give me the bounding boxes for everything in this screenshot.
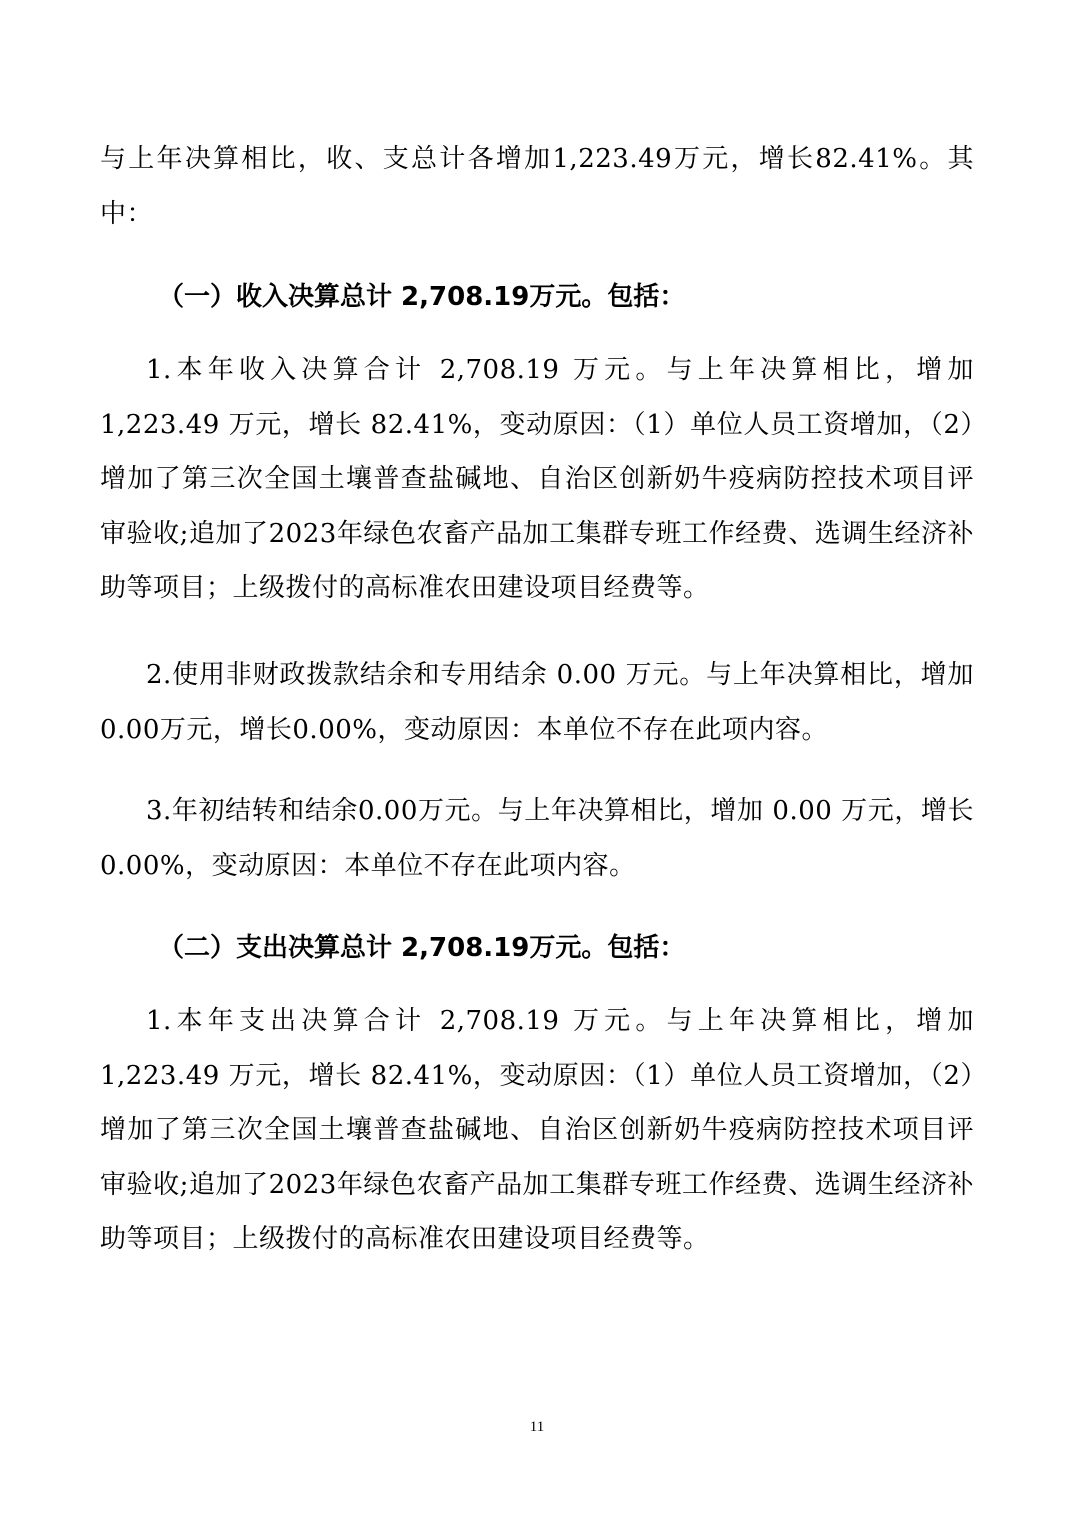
intro-paragraph: 与上年决算相比，收、支总计各增加1,223.49万元，增长82.41%。其中： (100, 144, 974, 229)
income-item-3: 3.年初结转和结余0.00万元。与上年决算相比，增加 0.00 万元，增长0.00%，变动原因：本单位不存在此项内容。 (100, 796, 974, 881)
section-heading-income: （一）收入决算总计 2,708.19万元。包括： (158, 282, 686, 312)
section-heading-expenditure: （二）支出决算总计 2,708.19万元。包括： (158, 933, 686, 963)
income-item-2: 2.使用非财政拨款结余和专用结余 0.00 万元。与上年决算相比，增加0.00万元，增长0.00%，变动原因：本单位不存在此项内容。 (100, 660, 974, 745)
expenditure-item-1: 1.本年支出决算合计 2,708.19 万元。与上年决算相比，增加1,223.49 万元，增长 82.41%，变动原因：（1）单位人员工资增加，（2）增加了第三次全国土壤普查盐碱地、自治区创新奶牛疫病防控技术项目评审验收;追加了2023年绿色农畜产品加工集群专班工作经费、选调生经济补助等项目；上级拨付的高标准农田建设项目经费等。 (100, 1006, 974, 1254)
income-item-1: 1.本年收入决算合计 2,708.19 万元。与上年决算相比，增加1,223.49 万元，增长 82.41%，变动原因：（1）单位人员工资增加，（2）增加了第三次全国土壤普查盐碱地、自治区创新奶牛疫病防控技术项目评审验收;追加了2023年绿色农畜产品加工集群专班工作经费、选调生经济补助等项目；上级拨付的高标准农田建设项目经费等。 (100, 355, 974, 603)
page-number: 11 (529, 1419, 545, 1435)
